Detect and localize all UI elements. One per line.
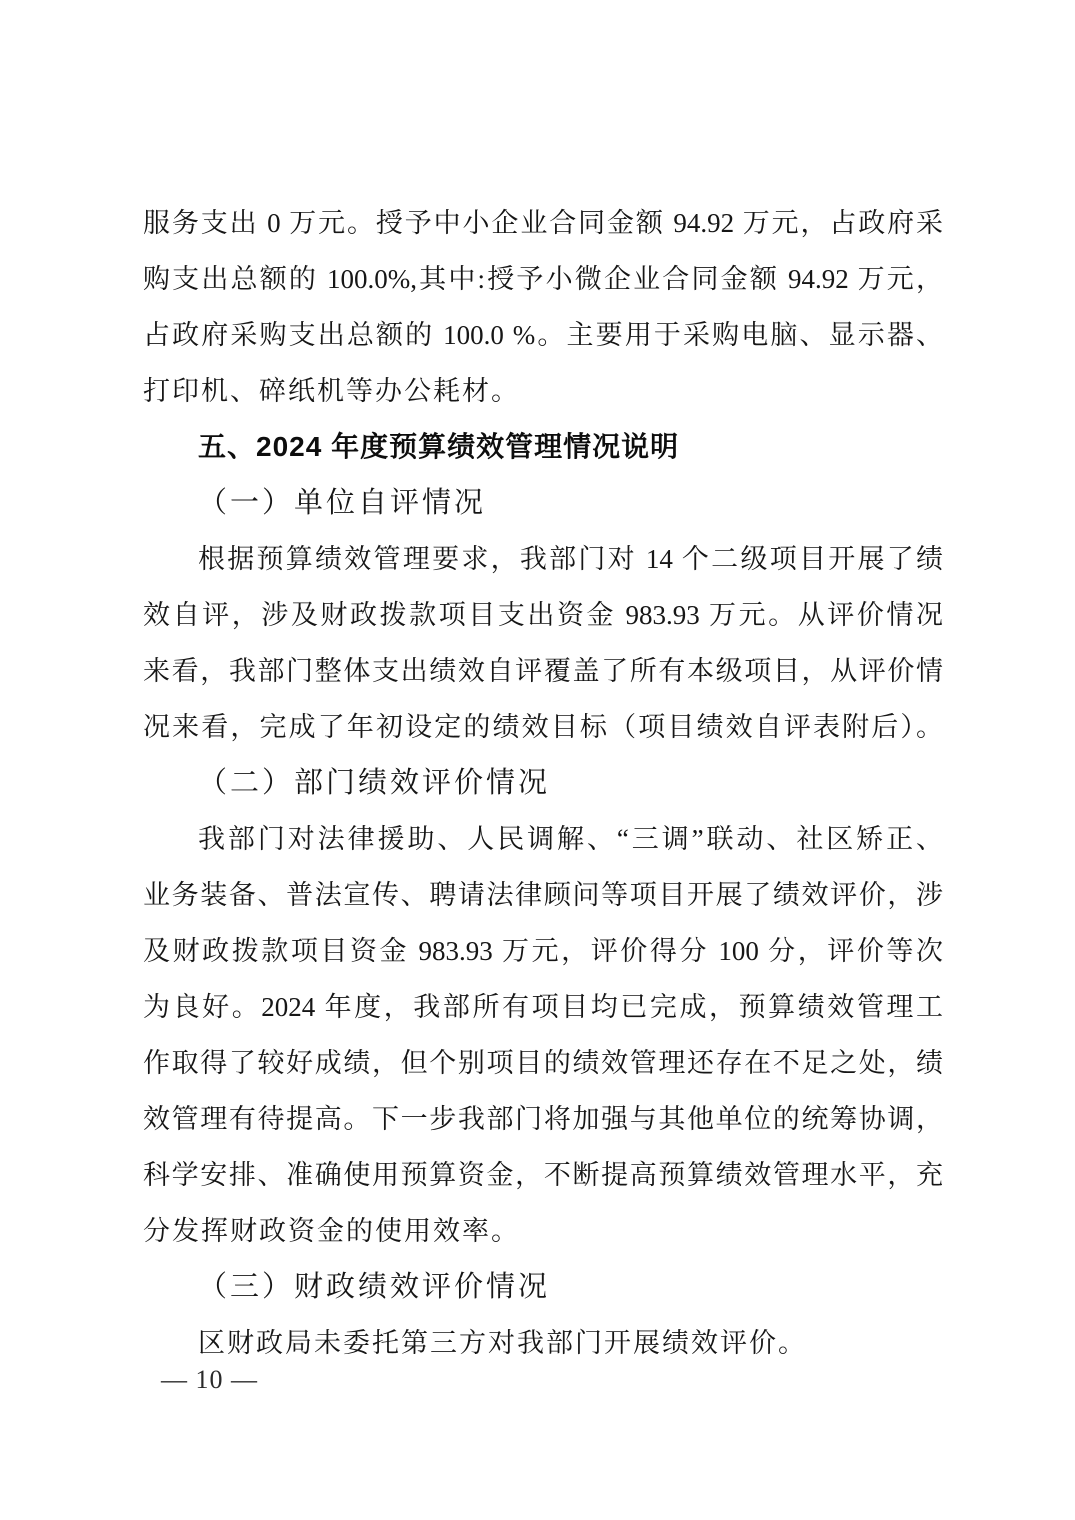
body-line: 作取得了较好成绩，但个别项目的绩效管理还存在不足之处，绩: [143, 1048, 943, 1078]
body-line: 打印机、碎纸机等办公耗材。: [143, 376, 520, 406]
body-line: 业务装备、普法宣传、聘请法律顾问等项目开展了绩效评价，涉: [143, 880, 943, 910]
body-line: 效管理有待提高。下一步我部门将加强与其他单位的统筹协调，: [143, 1104, 943, 1134]
body-line: 分发挥财政资金的使用效率。: [143, 1216, 520, 1246]
body-line: 服务支出 0 万元。授予中小企业合同金额 94.92 万元，占政府采: [143, 208, 943, 238]
body-line: 及财政拨款项目资金 983.93 万元，评价得分 100 分，评价等次: [143, 936, 943, 966]
section-heading: 五、2024 年度预算绩效管理情况说明: [198, 431, 680, 462]
body-line: 科学安排、准确使用预算资金，不断提高预算绩效管理水平，充: [143, 1160, 943, 1190]
subsection-heading-1: （一）单位自评情况: [198, 487, 487, 519]
subsection-heading-2: （二）部门绩效评价情况: [198, 767, 551, 799]
body-line: 效自评，涉及财政拨款项目支出资金 983.93 万元。从评价情况: [143, 600, 943, 630]
body-line: 区财政局未委托第三方对我部门开展绩效评价。: [198, 1328, 807, 1358]
body-line: 占政府采购支出总额的 100.0 %。主要用于采购电脑、显示器、: [143, 320, 943, 350]
body-line: 况来看，完成了年初设定的绩效目标（项目绩效自评表附后）。: [143, 712, 943, 742]
page-body-text: [143, 195, 943, 1371]
subsection-heading-3: （三）财政绩效评价情况: [198, 1271, 551, 1303]
body-line: 为良好。2024 年度，我部所有项目均已完成，预算绩效管理工: [143, 992, 943, 1022]
body-line: 根据预算绩效管理要求，我部门对 14 个二级项目开展了绩: [198, 544, 943, 574]
page-number: — 10 —: [161, 1365, 258, 1394]
body-line: 来看，我部门整体支出绩效自评覆盖了所有本级项目，从评价情: [143, 656, 943, 686]
body-line: 购支出总额的 100.0%,其中:授予小微企业合同金额 94.92 万元，: [143, 264, 943, 294]
body-line: 我部门对法律援助、人民调解、“三调”联动、社区矫正、: [198, 824, 943, 854]
